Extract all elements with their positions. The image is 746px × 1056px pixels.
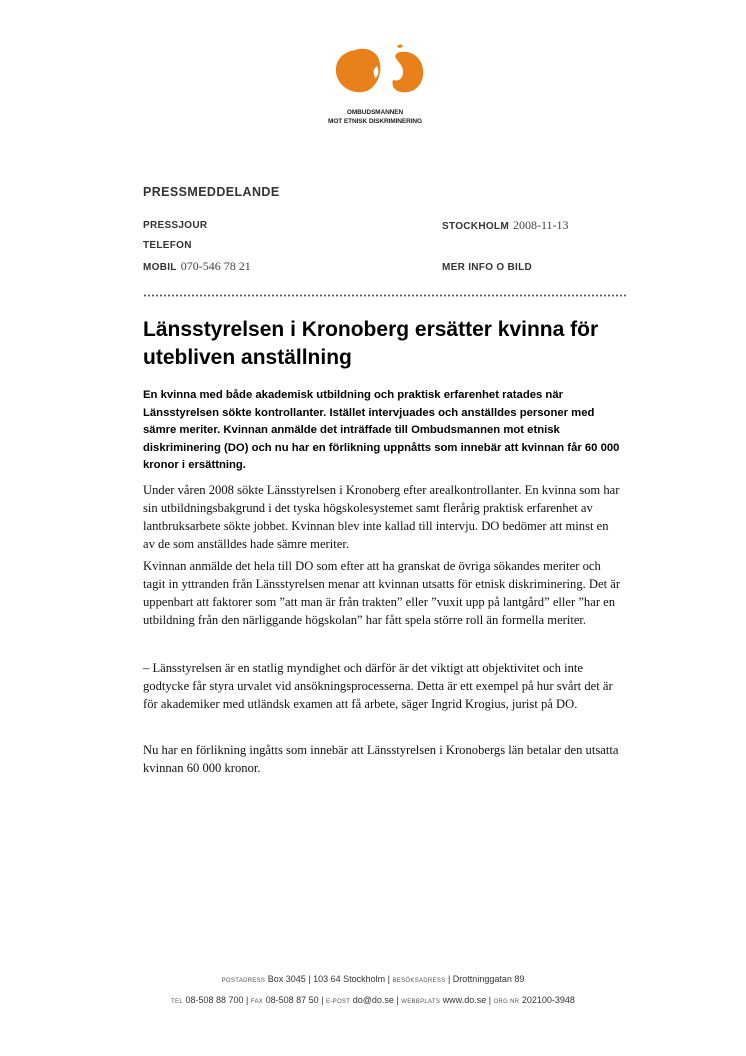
tel-label: TEL <box>171 999 183 1005</box>
postadress-label: POSTADRESS <box>221 978 266 984</box>
tel: 08-508 88 700 | <box>185 995 249 1005</box>
fax: 08-508 87 50 | <box>265 995 324 1005</box>
press-release-label: PRESSMEDDELANDE <box>143 185 280 199</box>
do-logo <box>300 42 450 132</box>
postadress: Box 3045 | 103 64 Stockholm | <box>267 974 390 984</box>
do-logo-mark <box>333 42 428 104</box>
epost-label: E-POST <box>326 999 351 1005</box>
body-paragraph-2: Kvinnan anmälde det hela till DO som efter att ha granskat de övriga sökandes meriter och tagit in yttranden från Länsstyrelsen menar att kvinnan utsatts för etnisk diskriminering. Det är uppenbart att faktorer som ”att man är från trakten” eller ”vuxit upp på lantgård” eller ”har en utbildning från den närliggande högskolan” har fått spela större roll än formella meriter. <box>143 559 621 627</box>
besoksadress: | Drottninggatan 89 <box>447 974 525 984</box>
fax-label: FAX <box>250 999 264 1005</box>
mobil-row <box>143 259 251 274</box>
ingress: En kvinna med både akademisk utbildning och praktisk erfarenhet ratades när Länsstyrelsen sökte kontrollanter. Istället intervjuades och anställdes personer med sämre meriter. Kvinnan anmälde det inträffade till Ombudsmannen mot etnisk diskriminering (DO) och nu har en förlikning uppnåtts som innebär att kvinnan får 60 000 kronor i ersättning. <box>143 389 620 471</box>
orgnr: 202100-3948 <box>521 995 575 1005</box>
footer-contact <box>0 995 746 1005</box>
stockholm-row <box>442 218 569 233</box>
body-paragraph-1: Under våren 2008 sökte Länsstyrelsen i Kronoberg efter arealkontrollanter. En kvinna som har sin utbildningsbakgrund i det tyska högskolesystemet samt flerårig praktisk erfarenhet av lantbruksarbete sökte jobbet. Kvinnan blev inte kallad till intervju. DO bedömer att minst en av de som anställdes hade sämre meriter. <box>143 483 620 551</box>
headline: Länsstyrelsen i Kronoberg ersätter kvinna för utebliven anställning <box>143 318 599 369</box>
mer-info-label: MER INFO O BILD <box>442 262 533 273</box>
mobil-value: 070-546 78 21 <box>180 259 251 273</box>
stockholm-label: STOCKHOLM <box>442 221 509 232</box>
body-paragraph-3: – Länsstyrelsen är en statlig myndighet och därför är det viktigt att objektivitet och inte godtycke får styra urvalet vid ansökningsprocesserna. Detta är ett exempel på hur svårt det är för akademiker med utländsk examen att få arbete, säger Ingrid Krogius, jurist på DO. <box>143 661 613 711</box>
webbplats: www.do.se | <box>442 995 492 1005</box>
logo-text-line2: MOT ETNISK DISKRIMINERING <box>328 118 422 125</box>
webbplats-label: WEBBPLATS <box>401 999 441 1005</box>
mobil-label: MOBIL <box>143 262 177 273</box>
telefon-label: TELEFON <box>143 240 192 251</box>
logo-text-line1: OMBUDSMANNEN <box>346 109 404 116</box>
release-date: 2008-11-13 <box>512 218 569 232</box>
besoksadress-label: BESÖKSADRESS <box>392 978 446 984</box>
footer-address <box>0 974 746 984</box>
pressjour-label: PRESSJOUR <box>143 220 208 231</box>
orgnr-label: ORG NR <box>493 999 520 1005</box>
body-paragraph-4: Nu har en förlikning ingåtts som innebär att Länsstyrelsen i Kronobergs län betalar den utsatta kvinnan 60 000 kronor. <box>143 743 619 775</box>
epost: do@do.se | <box>352 995 399 1005</box>
dotted-divider <box>143 294 627 297</box>
